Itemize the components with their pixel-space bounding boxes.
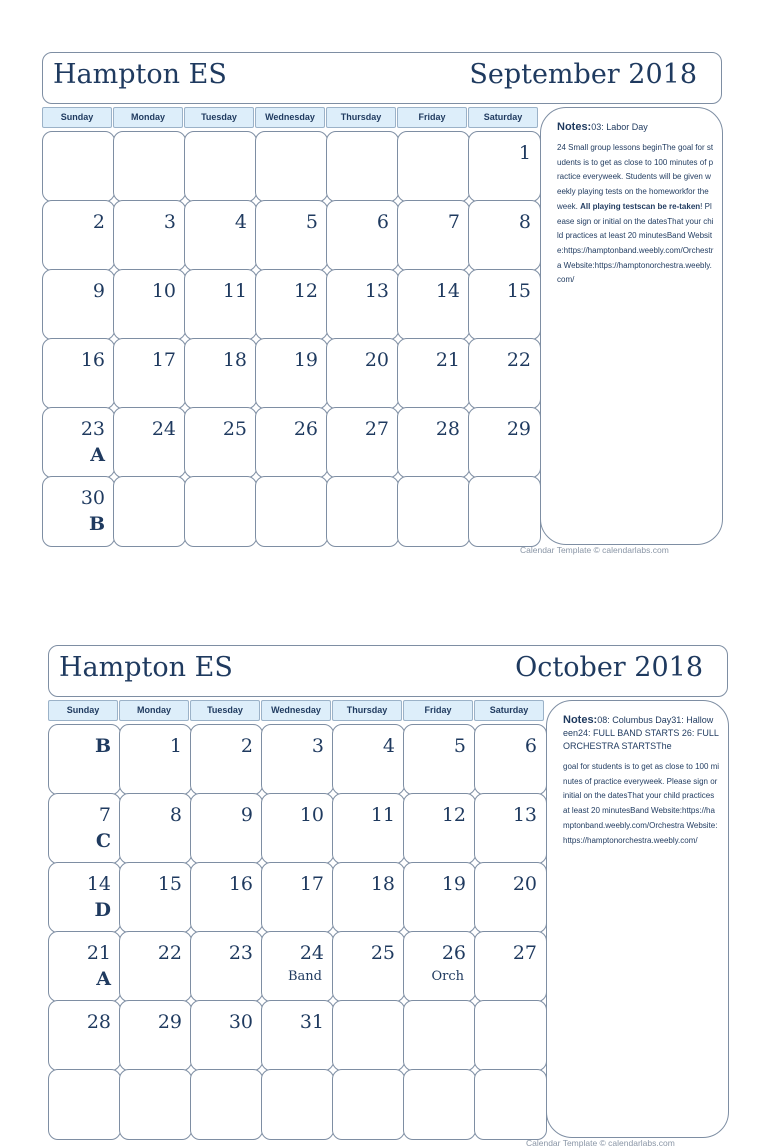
weekday-headers (48, 700, 545, 722)
notes-body (557, 141, 714, 288)
day-cell (468, 338, 541, 409)
day-number: 26 (441, 942, 466, 964)
day-cell (326, 200, 399, 271)
rotation-letter: D (94, 899, 111, 921)
day-cell (403, 724, 476, 795)
weekday-saturday: Saturday (468, 107, 538, 128)
day-cell (261, 1000, 334, 1071)
day-number: 10 (299, 804, 324, 826)
rotation-letter: C (95, 830, 111, 852)
day-grid (42, 131, 539, 545)
day-cell (119, 1000, 192, 1071)
day-cell (42, 407, 115, 478)
day-number: 3 (311, 735, 324, 757)
weekday-wednesday: Wednesday (261, 700, 331, 721)
day-cell (474, 1000, 547, 1071)
day-cell (113, 338, 186, 409)
day-cell (403, 862, 476, 933)
day-number: 26 (293, 418, 318, 440)
day-cell (332, 1000, 405, 1071)
day-number: 11 (370, 804, 395, 826)
day-number: 11 (222, 280, 247, 302)
weekday-monday: Monday (113, 107, 183, 128)
rotation-letter: B (94, 735, 111, 757)
notes-panel (540, 107, 723, 545)
day-cell (255, 338, 328, 409)
weekday-sunday: Sunday (42, 107, 112, 128)
day-cell (474, 862, 547, 933)
day-number: 30 (228, 1011, 253, 1033)
day-number: 15 (157, 873, 182, 895)
day-number: 12 (293, 280, 318, 302)
day-number: 24 (151, 418, 176, 440)
day-cell (255, 476, 328, 547)
notes-text: ! Please sign or initial on the datesThat your child practices at least 20 minutesBand Website:https://hamptonband.weebly.com/Orchestra Website:https://hamptonorchestra.weebly.com/ (557, 201, 714, 285)
day-number: 1 (518, 142, 531, 164)
event-label: Band (288, 969, 322, 984)
day-number: 13 (512, 804, 537, 826)
day-cell (119, 862, 192, 933)
day-cell (255, 407, 328, 478)
day-cell (42, 476, 115, 547)
day-number: 24 (299, 942, 324, 964)
day-number: 18 (370, 873, 395, 895)
day-number: 21 (86, 942, 111, 964)
day-cell (468, 476, 541, 547)
month-title: September 2018 (469, 59, 697, 90)
notes-label: Notes: (563, 714, 598, 726)
calendar-header (42, 52, 722, 104)
notes-text: 24 Small group lessons beginThe goal for students is to get as close to 100 minutes of practice everyweek. Students will be given weekly playing tests on the homeworkfor the week. (557, 143, 714, 211)
day-cell (261, 793, 334, 864)
day-number: 17 (299, 873, 324, 895)
day-cell (397, 269, 470, 340)
day-number: 8 (518, 211, 531, 233)
day-cell (113, 407, 186, 478)
day-cell (119, 724, 192, 795)
rotation-letter: A (90, 444, 105, 466)
template-credit: Calendar Template © calendarlabs.com (520, 545, 669, 555)
day-number: 17 (151, 349, 176, 371)
rotation-letter: B (88, 513, 105, 535)
day-cell (474, 1069, 547, 1140)
day-cell (184, 131, 257, 202)
day-number: 16 (228, 873, 253, 895)
day-number: 19 (441, 873, 466, 895)
day-number: 18 (222, 349, 247, 371)
school-name: Hampton ES (59, 652, 233, 683)
day-number: 7 (98, 804, 111, 826)
day-cell (474, 724, 547, 795)
day-cell (332, 931, 405, 1002)
day-number: 6 (524, 735, 537, 757)
day-cell (403, 1069, 476, 1140)
day-cell (184, 338, 257, 409)
day-grid (48, 724, 545, 1138)
day-cell (474, 931, 547, 1002)
notes-lead: 08: Columbus Day31: Hallow een24: FULL BAND STARTS 26: FULL ORCHESTRA STARTSThe (563, 715, 719, 751)
day-number: 28 (435, 418, 460, 440)
day-cell (255, 200, 328, 271)
weekday-headers (42, 107, 539, 129)
day-cell (397, 407, 470, 478)
day-number: 20 (512, 873, 537, 895)
day-cell (261, 931, 334, 1002)
day-number: 1 (169, 735, 182, 757)
weekday-tuesday: Tuesday (190, 700, 260, 721)
day-number: 5 (305, 211, 318, 233)
day-number: 16 (80, 349, 105, 371)
day-number: 25 (222, 418, 247, 440)
day-cell (326, 131, 399, 202)
day-cell (332, 1069, 405, 1140)
weekday-monday: Monday (119, 700, 189, 721)
rotation-letter: A (96, 968, 111, 990)
day-number: 20 (364, 349, 389, 371)
day-cell (397, 131, 470, 202)
weekday-saturday: Saturday (474, 700, 544, 721)
day-cell (48, 793, 121, 864)
day-cell (184, 200, 257, 271)
day-cell (397, 338, 470, 409)
day-number: 23 (80, 418, 105, 440)
day-number: 5 (453, 735, 466, 757)
notes-lead: 03: Labor Day (591, 122, 648, 132)
day-cell (190, 1000, 263, 1071)
day-cell (184, 269, 257, 340)
day-cell (42, 200, 115, 271)
day-number: 25 (370, 942, 395, 964)
day-number: 14 (435, 280, 460, 302)
day-number: 10 (151, 280, 176, 302)
day-number: 8 (169, 804, 182, 826)
day-cell (119, 793, 192, 864)
day-number: 27 (364, 418, 389, 440)
notes-emphasis: All playing testscan be re-taken (580, 201, 701, 211)
day-number: 27 (512, 942, 537, 964)
day-number: 21 (435, 349, 460, 371)
day-cell (42, 269, 115, 340)
day-cell (113, 476, 186, 547)
day-number: 9 (240, 804, 253, 826)
day-number: 9 (92, 280, 105, 302)
day-cell (190, 862, 263, 933)
day-number: 29 (506, 418, 531, 440)
day-number: 12 (441, 804, 466, 826)
day-cell (332, 724, 405, 795)
day-number: 29 (157, 1011, 182, 1033)
weekday-friday: Friday (403, 700, 473, 721)
day-cell (119, 931, 192, 1002)
day-cell (261, 862, 334, 933)
day-cell (255, 131, 328, 202)
day-number: 7 (447, 211, 460, 233)
day-number: 31 (299, 1011, 324, 1033)
weekday-friday: Friday (397, 107, 467, 128)
weekday-wednesday: Wednesday (255, 107, 325, 128)
day-cell (468, 131, 541, 202)
day-number: 2 (240, 735, 253, 757)
day-cell (468, 269, 541, 340)
month-title: October 2018 (515, 652, 703, 683)
day-cell (42, 131, 115, 202)
weekday-thursday: Thursday (332, 700, 402, 721)
day-cell (332, 862, 405, 933)
day-cell (326, 269, 399, 340)
event-label: Orch (431, 969, 464, 984)
weekday-thursday: Thursday (326, 107, 396, 128)
weekday-sunday: Sunday (48, 700, 118, 721)
day-number: 22 (506, 349, 531, 371)
day-cell (468, 200, 541, 271)
notes-heading (557, 121, 714, 134)
notes-body (563, 760, 720, 848)
day-cell (397, 200, 470, 271)
day-cell (255, 269, 328, 340)
day-number: 4 (234, 211, 247, 233)
day-cell (468, 407, 541, 478)
day-cell (474, 793, 547, 864)
day-cell (48, 862, 121, 933)
day-cell (48, 1000, 121, 1071)
day-cell (113, 200, 186, 271)
day-number: 28 (86, 1011, 111, 1033)
calendar-header (48, 645, 728, 697)
day-cell (403, 931, 476, 1002)
template-credit: Calendar Template © calendarlabs.com (526, 1138, 675, 1148)
day-cell (48, 724, 121, 795)
day-cell (184, 407, 257, 478)
day-cell (403, 793, 476, 864)
day-cell (48, 931, 121, 1002)
notes-panel (546, 700, 729, 1138)
day-number: 4 (382, 735, 395, 757)
day-cell (184, 476, 257, 547)
day-cell (397, 476, 470, 547)
day-number: 13 (364, 280, 389, 302)
day-cell (261, 1069, 334, 1140)
day-number: 3 (163, 211, 176, 233)
day-cell (261, 724, 334, 795)
day-cell (113, 269, 186, 340)
weekday-tuesday: Tuesday (184, 107, 254, 128)
day-number: 19 (293, 349, 318, 371)
day-number: 14 (86, 873, 111, 895)
day-cell (48, 1069, 121, 1140)
day-number: 30 (80, 487, 105, 509)
day-cell (326, 476, 399, 547)
day-cell (190, 724, 263, 795)
day-cell (190, 1069, 263, 1140)
notes-label: Notes: (557, 121, 592, 133)
day-cell (190, 793, 263, 864)
day-cell (42, 338, 115, 409)
day-cell (326, 407, 399, 478)
day-number: 6 (376, 211, 389, 233)
day-cell (119, 1069, 192, 1140)
day-cell (113, 131, 186, 202)
day-number: 23 (228, 942, 253, 964)
day-number: 2 (92, 211, 105, 233)
day-number: 22 (157, 942, 182, 964)
day-cell (403, 1000, 476, 1071)
day-cell (190, 931, 263, 1002)
day-number: 15 (506, 280, 531, 302)
day-cell (326, 338, 399, 409)
day-cell (332, 793, 405, 864)
notes-text: goal for students is to get as close to 100 minutes of practice everyweek. Please sign or initial on the datesThat your child practices at least 20 minutesBand Website:https://hamptonband.weebly.com/Orchestra Website:https://hamptonorchestra.weebly.com/ (563, 762, 720, 845)
notes-heading (563, 714, 720, 753)
school-name: Hampton ES (53, 59, 227, 90)
